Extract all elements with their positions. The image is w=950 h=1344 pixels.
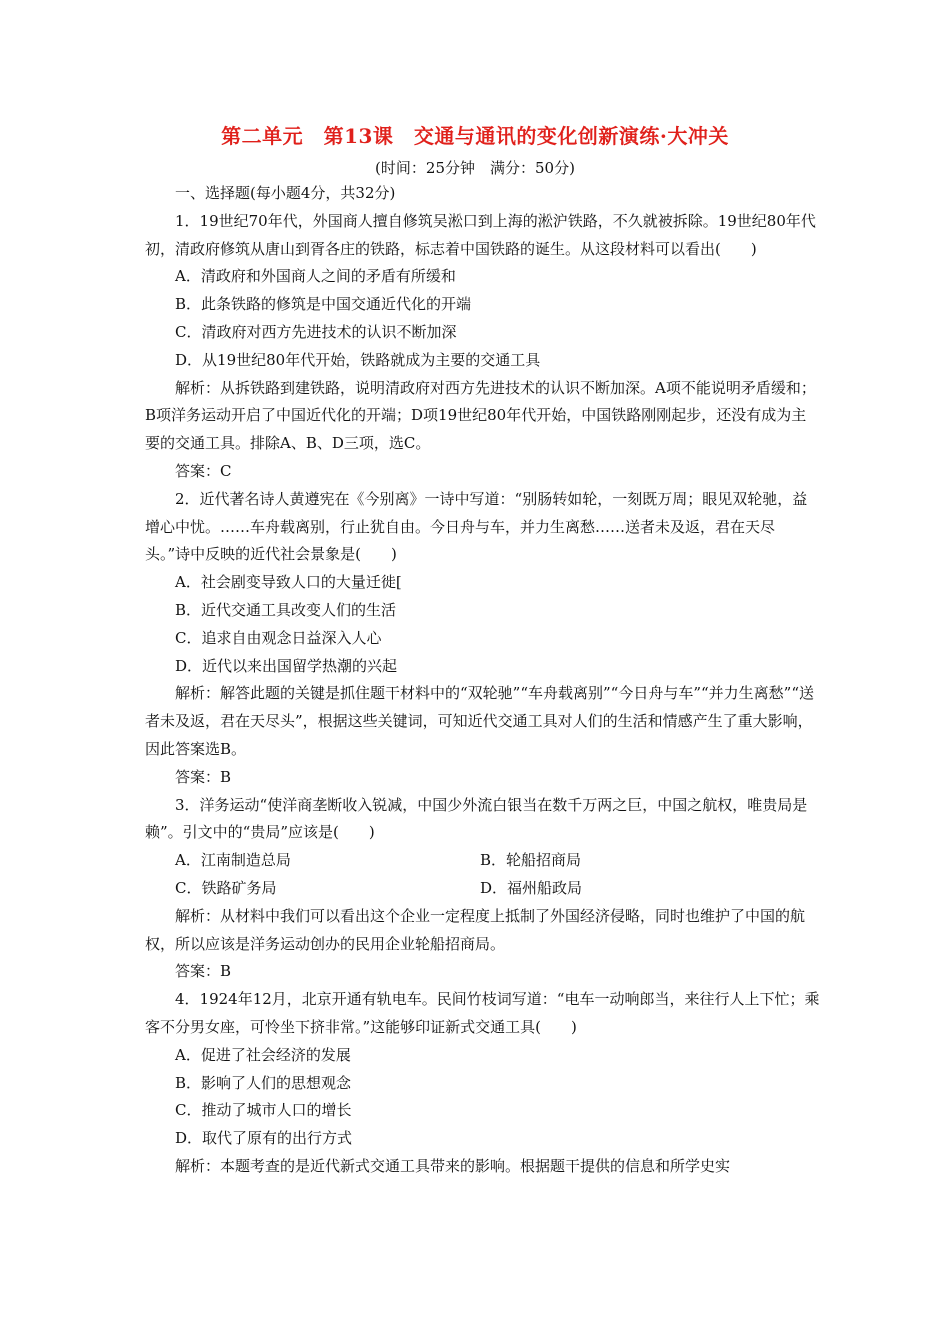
question-3-answer: 答案：B bbox=[175, 962, 232, 981]
question-2-analysis: 解析：解答此题的关键是抓住题干材料中的“双轮驰”“车舟载离别”“今日舟与车”“并力生离愁”“送者未及返，君在天尽头”，根据这些关键词，可知近代交通工具对人们的生活和情感产生了重大影响，因此答案选B。 bbox=[145, 684, 815, 758]
question-2-option-d: D．近代以来出国留学热潮的兴起 bbox=[175, 656, 398, 675]
question-2-option-c: C．追求自由观念日益深入人心 bbox=[175, 628, 382, 647]
question-2-stem: 2．近代著名诗人黄遵宪在《今别离》一诗中写道：“别肠转如轮，一刻既万周；眼见双轮驰，益增心中忧。……车舟载离别，行止犹自由。今日舟与车，并力生离愁……送者未及返，君在天尽头。”诗中反映的近代社会景象是( ) bbox=[145, 489, 808, 564]
question-2-option-b: B．近代交通工具改变人们的生活 bbox=[175, 600, 397, 619]
question-4-option-b: B．影响了人们的思想观念 bbox=[175, 1073, 352, 1092]
question-3-stem: 3．洋务运动“使洋商垄断收入锐减，中国少外流白银当在数千万两之巨，中国之航权，唯贵局是赖”。引文中的“贵局”应该是( ) bbox=[145, 795, 808, 842]
page-subtitle: (时间：25分钟 满分：50分) bbox=[375, 159, 575, 177]
question-4-stem: 4．1924年12月，北京开通有轨电车。民间竹枝词写道：“电车一动响郎当，来往行人上下忙；乘客不分男女座，可怜坐下挤非常。”这能够印证新式交通工具( ) bbox=[145, 990, 820, 1036]
question-4-option-d: D．取代了原有的出行方式 bbox=[175, 1129, 353, 1148]
question-4-option-c: C．推动了城市人口的增长 bbox=[175, 1101, 352, 1120]
question-1-stem: 1．19世纪70年代，外国商人擅自修筑吴淞口到上海的淞沪铁路，不久就被拆除。19世纪80年代初，清政府修筑从唐山到胥各庄的铁路，标志着中国铁路的诞生。从这段材料可以看出( ) bbox=[145, 211, 816, 258]
question-1-option-c: C．清政府对西方先进技术的认识不断加深 bbox=[175, 322, 457, 341]
question-3-option-a: A．江南制造总局 bbox=[175, 851, 291, 870]
question-2-option-a: A．社会剧变导致人口的大量迁徙[ bbox=[175, 573, 402, 592]
question-3-analysis: 解析：从材料中我们可以看出这个企业一定程度上抵制了外国经济侵略，同时也维护了中国的航权，所以应该是洋务运动创办的民用企业轮船招商局。 bbox=[145, 906, 806, 953]
document-body bbox=[145, 180, 820, 1181]
question-1-option-a: A．清政府和外国商人之间的矛盾有所缓和 bbox=[175, 267, 456, 286]
question-3-option-c: C．铁路矿务局 bbox=[175, 878, 277, 897]
question-3-options-row-1 bbox=[145, 847, 820, 875]
question-1-analysis: 解析：从拆铁路到建铁路，说明清政府对西方先进技术的认识不断加深。A项不能说明矛盾缓和；B项洋务运动开启了中国近代化的开端；D项19世纪80年代开始，中国铁路刚刚起步，还没有成为主要的交通工具。排除A、B、D三项，选C。 bbox=[145, 378, 816, 453]
page-title: 第二单元 第13课 交通与通讯的变化创新演练·大冲关 bbox=[221, 124, 729, 148]
question-4-option-a: A．促进了社会经济的发展 bbox=[175, 1045, 351, 1064]
question-3-options-row-2 bbox=[145, 875, 820, 903]
question-2-answer: 答案：B bbox=[175, 767, 232, 786]
section-heading: 一、选择题(每小题4分，共32分) bbox=[175, 184, 396, 202]
question-1-option-b: B．此条铁路的修筑是中国交通近代化的开端 bbox=[175, 295, 472, 314]
question-3-option-b: B．轮船招商局 bbox=[480, 851, 582, 870]
question-1-option-d: D．从19世纪80年代开始，铁路就成为主要的交通工具 bbox=[175, 350, 541, 369]
question-4-analysis: 解析：本题考查的是近代新式交通工具带来的影响。根据题干提供的信息和所学史实 bbox=[175, 1156, 731, 1175]
question-3-option-d: D．福州船政局 bbox=[480, 878, 583, 897]
question-1-answer: 答案：C bbox=[175, 461, 232, 480]
